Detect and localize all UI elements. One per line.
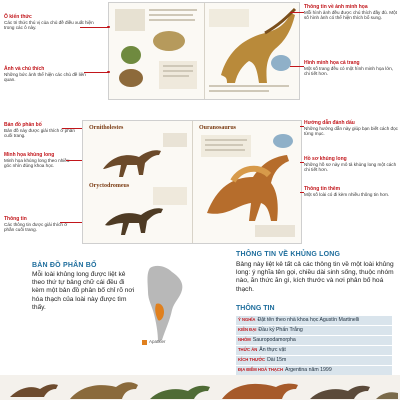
info-key: NHÓM — [238, 337, 251, 342]
map-legend-swatch — [142, 340, 147, 345]
callout-desc: Một số loài có đi kèm nhiều thông tin hơn. — [304, 192, 390, 197]
leader-line — [290, 66, 304, 67]
leader-line — [300, 192, 304, 193]
callout-title: Thông tin thêm — [304, 186, 341, 192]
callout-full-page-illustration — [304, 60, 398, 77]
callout-desc: Một số trang đều có một hình minh họa lớn, chi tiết hơn. — [304, 66, 394, 77]
top-spread-thumbnail — [108, 2, 300, 100]
callout-dinosaur-profile — [304, 156, 398, 173]
top-spread-illustration — [109, 3, 299, 99]
leader-line — [80, 27, 108, 28]
callout-title: Thông tin về ảnh minh họa — [304, 4, 368, 10]
leader-dot — [107, 26, 110, 29]
info-value: Ăn thực vật — [259, 347, 286, 353]
bottom-dinosaur-strip — [0, 375, 400, 400]
leader-line — [300, 126, 304, 127]
callout-desc: Mỗi hình ảnh đều được chú thích đầy đủ. Một số hình ảnh có thể hiện thích bổ sung. — [304, 10, 397, 21]
info-row-size — [236, 356, 392, 365]
spread-species-name: Ouranosaurus — [199, 125, 237, 131]
spread-species-name: Oryctodromeus — [89, 183, 130, 189]
map-legend-label: Apatxier — [149, 339, 166, 344]
callout-distribution-map — [4, 122, 78, 139]
callout-title: Hồ sơ khủng long — [304, 156, 347, 162]
leader-line — [290, 12, 304, 13]
species-info-heading: THÔNG TIN VỀ KHỦNG LONG — [236, 251, 341, 258]
leader-line — [66, 160, 82, 161]
distribution-map — [142, 262, 204, 350]
leader-dot — [107, 71, 110, 74]
callout-extra-info — [304, 186, 398, 197]
callout-title: Bản đồ phân bố — [4, 122, 42, 128]
callout-desc: Những hồ sơ này mô tả khủng long một cách chi tiết hơn. — [304, 162, 397, 173]
leader-line — [62, 128, 82, 129]
callout-desc: Minh họa khủng long theo nhiều góc nhìn đúng khoa học. — [4, 158, 70, 169]
info-value: Sauropodamorpha — [252, 337, 296, 343]
distribution-body: Mỗi loài khủng long được liệt kê theo thứ tự bảng chữ cái đều đi kèm một bản đồ phân bố chỉ rõ nơi hóa thạch của loài này được tìm thấy. — [32, 271, 135, 311]
callout-desc: Những hướng dẫn này giúp bạn biết cách đọc từng mục. — [304, 126, 398, 137]
middle-spread-illustration — [83, 121, 301, 243]
callout-illustration-info — [304, 4, 398, 21]
middle-spread-thumbnail — [82, 120, 302, 244]
info-key: THỨC ĂN — [238, 347, 258, 352]
callout-title: Thông tin — [4, 216, 27, 222]
callout-photo-caption — [4, 66, 96, 83]
world-map-graphic — [142, 262, 204, 350]
callout-desc: Các tri thức thú vị của chủ đề điều xuất hiện trong các ô này. — [4, 20, 94, 31]
info-value: Argentina năm 1999 — [284, 367, 332, 373]
callout-desc: Những bức ảnh thể hiện các chủ đề liên quan. — [4, 72, 86, 83]
info-row-meaning — [236, 316, 392, 325]
species-info-box-title: THÔNG TIN — [236, 305, 275, 312]
info-key: ĐỊA ĐIỂM HOÁ THẠCH — [238, 367, 283, 372]
info-value: Dài 15m — [267, 357, 287, 363]
species-info-box — [236, 305, 396, 373]
leader-line — [300, 162, 304, 163]
callout-title: Hướng dẫn đánh dấu — [304, 120, 355, 126]
callout-information — [4, 216, 78, 233]
info-row-fossil-site — [236, 366, 392, 375]
spread-species-name: Ornitholestes — [89, 125, 124, 131]
info-row-diet — [236, 346, 392, 355]
leader-line — [60, 222, 82, 223]
distribution-heading: BẢN ĐỒ PHÂN BỐ — [32, 262, 97, 269]
callout-desc: Các thông tin được giải thích ở phần cuối trang. — [4, 222, 68, 233]
info-value: Đặt tên theo nhà khoa học Agustín Martinelli — [257, 317, 360, 323]
callout-title: Ảnh và chú thích — [4, 66, 45, 72]
info-key: KÍCH THƯỚC — [238, 357, 266, 362]
info-value: Đầu kỷ Phấn Trắng — [258, 327, 303, 333]
info-key: Ý NGHĨA — [238, 317, 256, 322]
dinosaur-parade-illustration — [0, 375, 400, 400]
callout-title: Minh họa khủng long — [4, 152, 55, 158]
info-key: KIÊN ĐẠI — [238, 327, 257, 332]
callout-marking-guide — [304, 120, 398, 137]
species-info-body: Bảng này liệt kê tất cả các thông tin về một loài khủng long: ý nghĩa tên gọi, chiều dài sinh sống, thuộc nhóm nào, ăn thức ăn gì, kích thước và nơi phân bố hoá thạch. — [236, 261, 394, 293]
info-row-period — [236, 326, 392, 335]
callout-title: Hình minh họa cả trang — [304, 60, 360, 66]
callout-fact-box — [4, 14, 96, 31]
callout-title: Ô kiến thức — [4, 14, 32, 20]
leader-line — [84, 72, 108, 73]
info-row-group — [236, 336, 392, 345]
callout-desc: Bản đồ này được giải thích ở phần cuối trang. — [4, 128, 75, 139]
